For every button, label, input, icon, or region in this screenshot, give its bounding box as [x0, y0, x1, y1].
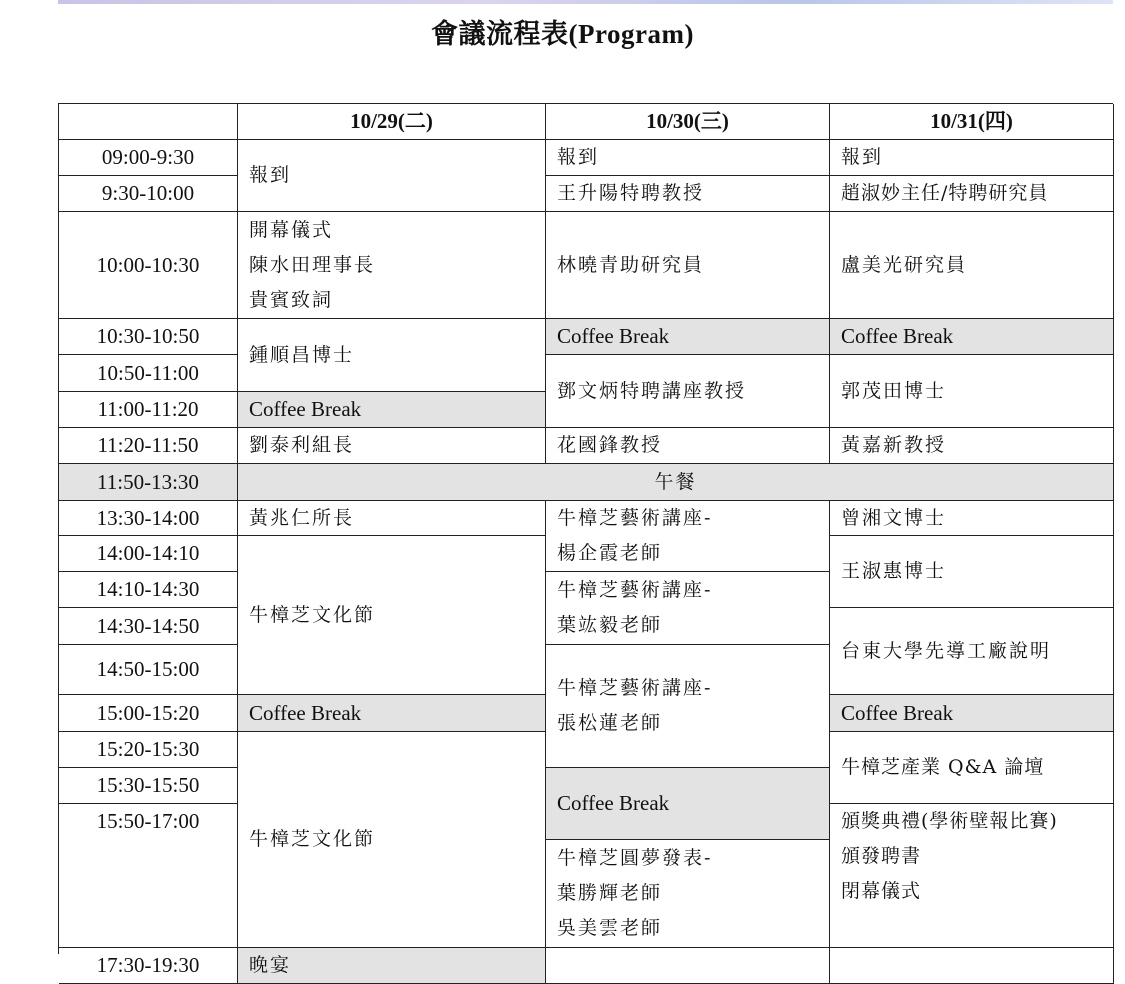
d2-art-lecture-line: 牛樟芝藝術講座- [557, 677, 713, 699]
d1-opening-line: 陳水田理事長 [249, 253, 376, 276]
d3-session-1000: 盧美光研究員 [830, 212, 1114, 319]
time-slot: 15:30-15:50 [59, 768, 238, 804]
d2-art-lecture-1 [546, 501, 830, 572]
time-slot: 13:30-14:00 [59, 501, 238, 536]
d3-closing-line: 閉幕儀式 [841, 880, 922, 902]
program-table [58, 103, 1113, 977]
d2-art-lecture-line: 楊企霞老師 [557, 542, 663, 564]
d3-checkin: 報到 [830, 140, 1114, 176]
d3-coffee-break: Coffee Break [830, 695, 1114, 732]
time-slot: 15:00-15:20 [59, 695, 238, 732]
d2-session-1000: 林曉青助研究員 [546, 212, 830, 319]
time-slot: 11:20-11:50 [59, 428, 238, 464]
time-slot: 11:50-13:30 [59, 464, 238, 501]
d2-dream-line: 牛樟芝圓夢發表- [557, 847, 713, 869]
time-slot: 14:50-15:00 [59, 645, 238, 695]
d1-session-1120: 劉泰利組長 [238, 428, 546, 464]
d2-art-lecture-line: 張松蓮老師 [557, 712, 663, 734]
d3-session-1430: 台東大學先導工廠說明 [830, 608, 1114, 695]
time-slot: 10:00-10:30 [59, 212, 238, 319]
d2-session-0930: 王升陽特聘教授 [546, 176, 830, 212]
d1-coffee-break: Coffee Break [238, 392, 546, 428]
time-slot: 15:20-15:30 [59, 732, 238, 768]
time-slot: 14:10-14:30 [59, 572, 238, 608]
lunch-row: 午餐 [238, 464, 1114, 501]
day-header: 10/29(二) [238, 104, 546, 140]
d1-coffee-break: Coffee Break [238, 695, 546, 732]
d2-art-lecture-3 [546, 645, 830, 768]
d1-opening-line: 開幕儀式 [249, 218, 334, 241]
d3-closing-line: 頒發聘書 [841, 845, 922, 867]
d3-session-1400: 王淑惠博士 [830, 536, 1114, 608]
time-slot: 11:00-11:20 [59, 392, 238, 428]
d1-session-1030: 鍾順昌博士 [238, 319, 546, 392]
d1-culture-festival: 牛樟芝文化節 [238, 536, 546, 695]
d3-session-1330: 曾湘文博士 [830, 501, 1114, 536]
time-slot: 14:30-14:50 [59, 608, 238, 645]
d2-art-lecture-line: 葉竑毅老師 [557, 614, 663, 636]
d3-coffee-break: Coffee Break [830, 319, 1114, 355]
d3-session-1120: 黃嘉新教授 [830, 428, 1114, 464]
page-title: 會議流程表(Program) [431, 19, 694, 49]
d1-opening-line: 貴賓致詞 [249, 288, 334, 311]
d3-session-0930: 趙淑妙主任/特聘研究員 [830, 176, 1114, 212]
d3-closing [830, 804, 1114, 948]
d1-checkin: 報到 [238, 140, 546, 212]
d3-closing-line: 頒獎典禮(學術壁報比賽) [841, 810, 1058, 832]
d2-dream-line: 吳美雲老師 [557, 917, 663, 939]
d1-dinner: 晚宴 [238, 948, 546, 984]
time-slot: 17:30-19:30 [59, 948, 238, 984]
d1-session-1330: 黃兆仁所長 [238, 501, 546, 536]
d1-culture-festival: 牛樟芝文化節 [238, 732, 546, 948]
d2-session-1120: 花國鋒教授 [546, 428, 830, 464]
d2-art-lecture-line: 牛樟芝藝術講座- [557, 507, 713, 529]
header-corner [59, 104, 238, 140]
top-decorative-band [58, 0, 1113, 4]
d2-dinner [546, 948, 830, 984]
d1-opening [238, 212, 546, 319]
d2-art-lecture-line: 牛樟芝藝術講座- [557, 579, 713, 601]
d2-checkin: 報到 [546, 140, 830, 176]
time-slot: 10:30-10:50 [59, 319, 238, 355]
time-slot: 09:00-9:30 [59, 140, 238, 176]
day-header: 10/31(四) [830, 104, 1114, 140]
d2-dream-presentation [546, 840, 830, 948]
d2-coffee-break: Coffee Break [546, 768, 830, 840]
d2-dream-line: 葉勝輝老師 [557, 882, 663, 904]
d3-dinner [830, 948, 1114, 984]
d2-session-1050: 鄧文炳特聘講座教授 [546, 355, 830, 428]
d3-session-1050: 郭茂田博士 [830, 355, 1114, 428]
d3-qa-forum: 牛樟芝產業 Q&A 論壇 [830, 732, 1114, 804]
time-slot: 14:00-14:10 [59, 536, 238, 572]
d2-coffee-break: Coffee Break [546, 319, 830, 355]
time-slot: 9:30-10:00 [59, 176, 238, 212]
d2-art-lecture-2 [546, 572, 830, 645]
time-slot: 15:50-17:00 [59, 804, 238, 948]
day-header: 10/30(三) [546, 104, 830, 140]
time-slot: 10:50-11:00 [59, 355, 238, 392]
